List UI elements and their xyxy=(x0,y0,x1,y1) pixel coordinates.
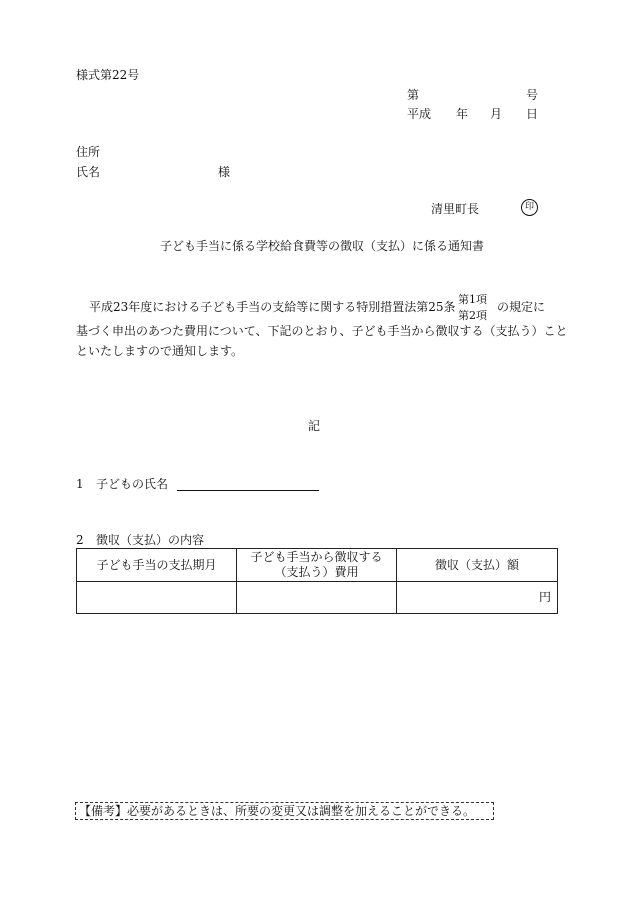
paragraph-option-2: 第2項 xyxy=(458,309,487,322)
paragraph-option-1: 第1項 xyxy=(458,293,487,306)
document-number-suffix: 号 xyxy=(526,88,539,102)
issuer-title: 清里町長 xyxy=(431,202,480,216)
address-label: 住所 xyxy=(76,145,101,159)
collection-table xyxy=(76,548,558,614)
document-title: 子ども手当に係る学校給食費等の徴収（支払）に係る通知書 xyxy=(160,239,485,253)
cell-amount xyxy=(397,582,558,614)
cell-payment-month xyxy=(77,582,237,614)
body-line1-end: の規定に xyxy=(497,300,546,314)
header-collected-expense xyxy=(237,549,397,582)
body-line2: 基づく申出のあつた費用について、下記のとおり、子ども手当から徴収する（支払う）こと xyxy=(76,324,568,338)
date-year-label: 年 xyxy=(456,107,469,121)
child-name-blank-line xyxy=(177,490,319,491)
item1-number: 1 xyxy=(76,477,84,491)
date-era: 平成 xyxy=(407,107,432,121)
cell-collected-expense xyxy=(237,582,397,614)
name-label: 氏名 xyxy=(76,165,101,179)
form-number: 様式第22号 xyxy=(76,68,140,82)
header-collected-expense-line2: （支払う）費用 xyxy=(274,565,359,579)
ki-heading: 記 xyxy=(308,419,321,433)
header-amount: 徴収（支払）額 xyxy=(397,549,558,582)
item2-number: 2 xyxy=(76,533,84,547)
header-collected-expense-line1: 子ども手当から徴収する xyxy=(250,550,383,564)
item2-label: 徴収（支払）の内容 xyxy=(96,533,205,547)
seal-mark: 印 xyxy=(521,199,538,216)
body-line3: といたしますので通知します。 xyxy=(76,344,244,358)
item1-label: 子どもの氏名 xyxy=(96,477,169,491)
date-month-label: 月 xyxy=(490,107,503,121)
honorific: 様 xyxy=(218,165,231,179)
date-day-label: 日 xyxy=(526,107,539,121)
document-number-prefix: 第 xyxy=(407,88,420,102)
table-header-row xyxy=(77,549,558,582)
remarks-note: 【備考】必要があるときは、所要の変更又は調整を加えることができる。 xyxy=(75,802,494,820)
body-line1-start: 平成23年度における子ども手当の支給等に関する特別措置法第25条 xyxy=(89,300,456,314)
table-row xyxy=(77,582,558,614)
yen-unit: 円 xyxy=(538,590,551,604)
header-payment-month: 子ども手当の支払期月 xyxy=(77,549,237,582)
